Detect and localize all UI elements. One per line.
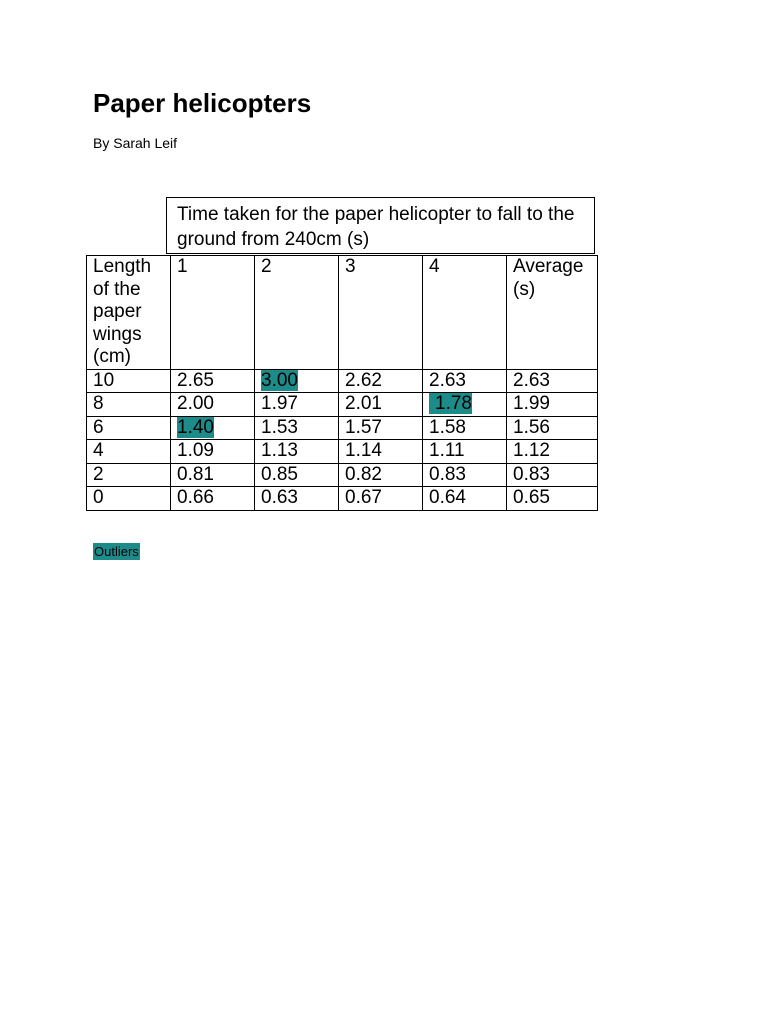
table-cell: 2.63 (507, 369, 598, 393)
table-row (87, 369, 598, 393)
table-cell: 0.63 (255, 487, 339, 511)
table-cell: 0.83 (423, 463, 507, 487)
header-wing-length: Length of the paper wings (cm) (87, 256, 171, 370)
table-cell: 2.62 (339, 369, 423, 393)
table-cell: 0.67 (339, 487, 423, 511)
table-cell: 1.09 (171, 440, 255, 464)
table-cell: 1.11 (423, 440, 507, 464)
results-table (86, 255, 598, 511)
table-cell: 8 (87, 393, 171, 417)
author-byline: By Sarah Leif (93, 135, 178, 151)
table-cell: 1.13 (255, 440, 339, 464)
table-cell: 0.64 (423, 487, 507, 511)
table-cell: 1.57 (339, 416, 423, 440)
table-header-row (87, 256, 598, 370)
table-caption: Time taken for the paper helicopter to fall to the ground from 240cm (s) (166, 197, 595, 254)
table-cell: 2.01 (339, 393, 423, 417)
header-trial-4: 4 (423, 256, 507, 370)
table-cell: 0.85 (255, 463, 339, 487)
table-cell: 2.00 (171, 393, 255, 417)
table-cell: 6 (87, 416, 171, 440)
table-row (87, 463, 598, 487)
table-cell: 0.65 (507, 487, 598, 511)
table-cell: 2.63 (423, 369, 507, 393)
table-cell: 1.53 (255, 416, 339, 440)
table-cell: 1.97 (255, 393, 339, 417)
table-cell: 0 (87, 487, 171, 511)
table-cell: 0.81 (171, 463, 255, 487)
table-row (87, 416, 598, 440)
table-cell: 1.12 (507, 440, 598, 464)
table-cell: 1.14 (339, 440, 423, 464)
outlier-highlight: 3.00 (261, 369, 298, 391)
table-row (87, 487, 598, 511)
table-cell: 4 (87, 440, 171, 464)
outlier-highlight: 1.40 (177, 416, 214, 438)
table-cell: 1.56 (507, 416, 598, 440)
table-cell-outlier (171, 416, 255, 440)
table-cell: 1.99 (507, 393, 598, 417)
document-title: Paper helicopters (93, 88, 312, 118)
header-average: Average (s) (507, 256, 598, 370)
table-cell: 0.82 (339, 463, 423, 487)
table-cell: 2.65 (171, 369, 255, 393)
table-cell: 2 (87, 463, 171, 487)
table-cell-outlier (255, 369, 339, 393)
header-trial-1: 1 (171, 256, 255, 370)
table-cell: 1.58 (423, 416, 507, 440)
table-cell-outlier (423, 393, 507, 417)
outlier-highlight: 1.78 (429, 393, 472, 414)
outliers-legend: Outliers (94, 544, 139, 559)
table-row (87, 440, 598, 464)
table-cell: 0.66 (171, 487, 255, 511)
table-cell: 10 (87, 369, 171, 393)
header-trial-2: 2 (255, 256, 339, 370)
table-cell: 0.83 (507, 463, 598, 487)
header-trial-3: 3 (339, 256, 423, 370)
table-row (87, 393, 598, 417)
